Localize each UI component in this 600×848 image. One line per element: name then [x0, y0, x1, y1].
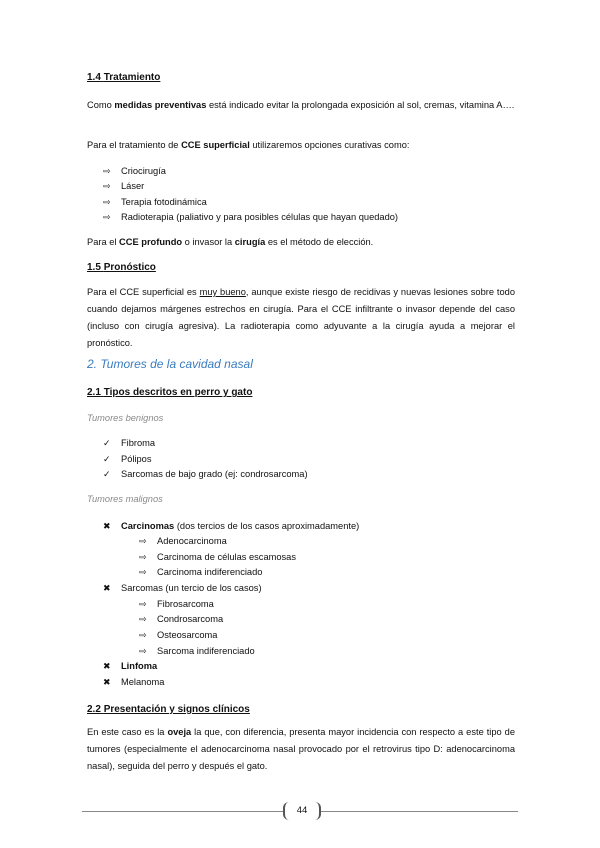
- section-heading-2-1: 2.1 Tipos descritos en perro y gato: [87, 387, 253, 398]
- cross-bullet-icon: ✖: [103, 677, 111, 687]
- list-item-radio: ⇨ Radioterapia (paliativo y para posibles células que hayan quedado): [103, 212, 399, 222]
- arrow-bullet-icon: ⇨: [139, 552, 147, 562]
- list-item-fibrosarcoma: ⇨ Fibrosarcoma: [139, 599, 214, 609]
- list-item-carc-indif: ⇨ Carcinoma indiferenciado: [139, 567, 263, 577]
- section-heading-1-5: 1.5 Pronóstico: [87, 262, 156, 273]
- list-item-sarcomas: ✖ Sarcomas (un tercio de los casos): [103, 583, 262, 593]
- arrow-bullet-icon: ⇨: [103, 166, 111, 176]
- list-item-adeno: ⇨ Adenocarcinoma: [139, 536, 227, 546]
- paragraph-superficial-treatment: Para el tratamiento de CCE superficial utilizaremos opciones curativas como:: [87, 140, 410, 150]
- arrow-bullet-icon: ⇨: [139, 599, 147, 609]
- page-number: 44: [283, 802, 321, 820]
- cross-bullet-icon: ✖: [103, 661, 111, 671]
- list-item-laser: ⇨ Láser: [103, 181, 145, 191]
- chapter-heading-2: 2. Tumores de la cavidad nasal: [87, 357, 253, 371]
- arrow-bullet-icon: ⇨: [139, 567, 147, 577]
- list-item-linfoma: ✖ Linfoma: [103, 661, 158, 671]
- cross-bullet-icon: ✖: [103, 521, 111, 531]
- list-item-fibroma: ✓ Fibroma: [103, 438, 156, 448]
- paragraph-presentation: En este caso es la oveja la que, con diferencia, presenta mayor incidencia con respecto a este tipo de tumores (especialmente el adenocarcinoma nasal provocado por el retrovirus tipo D: adenocarcinoma nasal), seguida del perro y después el gato.: [87, 727, 515, 771]
- list-item-carcinomas: ✖ Carcinomas (dos tercios de los casos aproximadamente): [103, 521, 360, 531]
- list-item-crio: ⇨ Criocirugía: [103, 166, 166, 176]
- subheading-malign: Tumores malignos: [87, 494, 163, 504]
- subheading-benign: Tumores benignos: [87, 413, 164, 423]
- list-item-condrosarcoma: ⇨ Condrosarcoma: [139, 614, 224, 624]
- section-heading-1-4: 1.4 Tratamiento: [87, 72, 161, 83]
- check-icon: ✓: [103, 454, 111, 464]
- arrow-bullet-icon: ⇨: [139, 614, 147, 624]
- paragraph-prevention: Como medidas preventivas está indicado evitar la prolongada exposición al sol, cremas, vitamina A….: [87, 100, 515, 110]
- arrow-bullet-icon: ⇨: [139, 630, 147, 640]
- list-item-sarc-indif: ⇨ Sarcoma indiferenciado: [139, 646, 255, 656]
- arrow-bullet-icon: ⇨: [103, 181, 111, 191]
- check-icon: ✓: [103, 438, 111, 448]
- list-item-polipos: ✓ Pólipos: [103, 454, 152, 464]
- paragraph-prognosis: Para el CCE superficial es muy bueno, aunque existe riesgo de recidivas y nuevas lesiones sobre todo cuando dejamos márgenes estrechos en cirugía. Para el CCE infiltrante o invasor depende del caso (incluso con cirugía agresiva). La radioterapia como adyuvante a la cirugía ayuda a mejorar el pronóstico.: [87, 287, 515, 348]
- list-item-terapia: ⇨ Terapia fotodinámica: [103, 197, 207, 207]
- check-icon: ✓: [103, 469, 111, 479]
- list-item-escamosas: ⇨ Carcinoma de células escamosas: [139, 552, 296, 562]
- arrow-bullet-icon: ⇨: [103, 212, 111, 222]
- arrow-bullet-icon: ⇨: [103, 197, 111, 207]
- footer-rule-left: [82, 811, 286, 812]
- section-heading-2-2: 2.2 Presentación y signos clínicos: [87, 704, 250, 715]
- arrow-bullet-icon: ⇨: [139, 646, 147, 656]
- footer-rule-right: [314, 811, 518, 812]
- list-item-sarcomas-bajo: ✓ Sarcomas de bajo grado (ej: condrosarcoma): [103, 469, 308, 479]
- paragraph-deep-cce: Para el CCE profundo o invasor la cirugía es el método de elección.: [87, 237, 374, 247]
- list-item-melanoma: ✖ Melanoma: [103, 677, 165, 687]
- list-item-osteosarcoma: ⇨ Osteosarcoma: [139, 630, 218, 640]
- arrow-bullet-icon: ⇨: [139, 536, 147, 546]
- cross-bullet-icon: ✖: [103, 583, 111, 593]
